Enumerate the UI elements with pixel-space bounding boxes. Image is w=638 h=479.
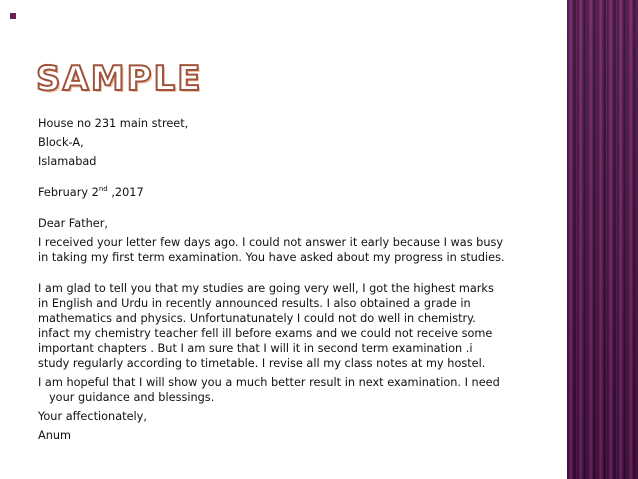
- paragraph-line: I am glad to tell you that my studies are going very well, I got the highest marks: [38, 282, 494, 295]
- paragraph-line: I am hopeful that I will show you a much better result in next examination. I need: [38, 376, 500, 389]
- page-title: SAMPLE: [36, 59, 203, 99]
- letter-body: [38, 116, 558, 443]
- paragraph-line: in English and Urdu in recently announced results. I also obtained a grade in: [38, 297, 471, 310]
- paragraph-line: mathematics and physics. Unfortunatunately I could not do well in chemistry.: [38, 312, 476, 325]
- address-line: Block-A,: [38, 136, 84, 149]
- address-line: Islamabad: [38, 155, 97, 168]
- paragraph-line: infact my chemistry teacher fell ill before exams and we could not receive some: [38, 327, 493, 340]
- letter-date: February 2nd ,2017: [38, 185, 144, 199]
- closing: Your affectionately,: [38, 410, 147, 423]
- bullet-marker: [10, 13, 16, 19]
- paragraph-line: I received your letter few days ago. I could not answer it early because I was busy: [38, 236, 504, 249]
- address-line: House no 231 main street,: [38, 117, 189, 130]
- signature: Anum: [38, 429, 72, 442]
- paragraph-line: study regularly according to timetable. I revise all my class notes at my hostel.: [38, 357, 486, 370]
- paragraph-line: important chapters . But I am sure that I will it in second term examination .i: [38, 342, 473, 355]
- paragraph-line: in taking my first term examination. You have asked about my progress in studies.: [38, 251, 505, 264]
- greeting: Dear Father,: [38, 217, 108, 230]
- decorative-sidebar: [567, 0, 638, 479]
- paragraph-line: your guidance and blessings.: [49, 391, 215, 404]
